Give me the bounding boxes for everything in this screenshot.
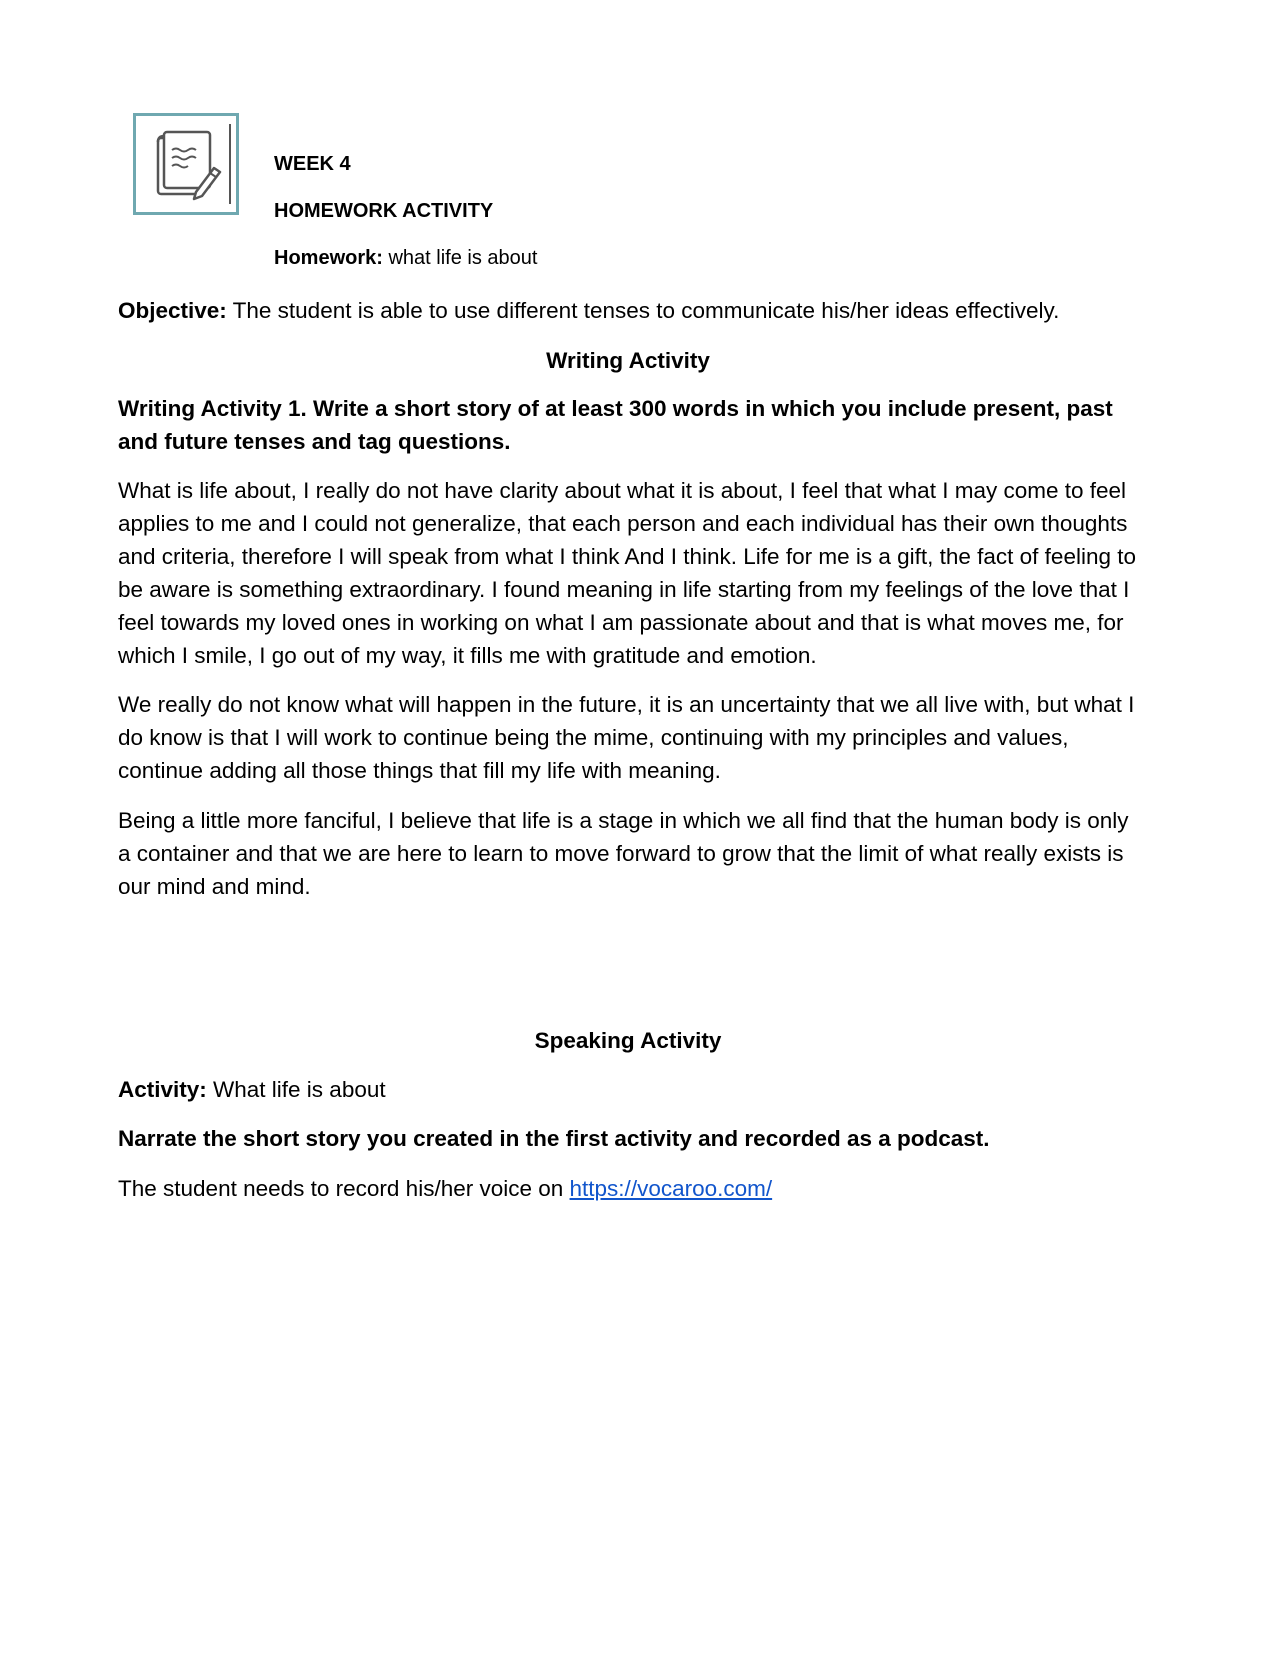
week-label: WEEK 4 (274, 153, 351, 175)
notepad-pen-icon (133, 113, 239, 215)
activity-type-label: HOMEWORK ACTIVITY (274, 200, 494, 222)
homework-line (274, 247, 537, 270)
writing-heading: Writing Activity (546, 348, 710, 373)
writing-paragraph-3: Being a little more fanciful, I believe that life is a stage in which we all find that the human body is only a container and that we are here to learn to move forward to grow that the limit of what really exists is our mind and mind. (118, 808, 1129, 899)
speaking-activity-label: Activity: (118, 1077, 207, 1102)
record-text: The student needs to record his/her voice on (118, 1176, 570, 1201)
homework-label: Homework: (274, 247, 383, 269)
speaking-activity-line (118, 1073, 1138, 1106)
objective-line (118, 294, 1138, 327)
writing-instruction: Writing Activity 1. Write a short story of at least 300 words in which you include present, past and future tenses and tag questions. (118, 396, 1113, 454)
record-line (118, 1172, 1138, 1205)
vocaroo-link[interactable]: https://vocaroo.com/ (569, 1176, 773, 1201)
objective-text: The student is able to use different tenses to communicate his/her ideas effectively. (226, 298, 1060, 323)
homework-value: what life is about (382, 247, 538, 269)
objective-label: Objective: (118, 298, 227, 323)
writing-paragraph-2: We really do not know what will happen in the future, it is an uncertainty that we all live with, but what I do know is that I will work to continue being the mime, continuing with my principles and values, continue adding all those things that fill my life with meaning. (118, 692, 1135, 783)
speaking-activity-value: What life is about (206, 1077, 386, 1102)
writing-paragraph-1: What is life about, I really do not have clarity about what it is about, I feel that what I may come to feel applies to me and I could not generalize, that each person and each individual has their own thoughts and criteria, therefore I will speak from what I think And I think. Life for me is a gift, the fact of feeling to be aware is something extraordinary. I found meaning in life starting from my feelings of the love that I feel towards my loved ones in working on what I am passionate about and that is what moves me, for which I smile, I go out of my way, it fills me with gratitude and emotion. (118, 478, 1136, 668)
speaking-instruction: Narrate the short story you created in the first activity and recorded as a podcast. (118, 1126, 990, 1151)
speaking-heading: Speaking Activity (534, 1028, 722, 1053)
